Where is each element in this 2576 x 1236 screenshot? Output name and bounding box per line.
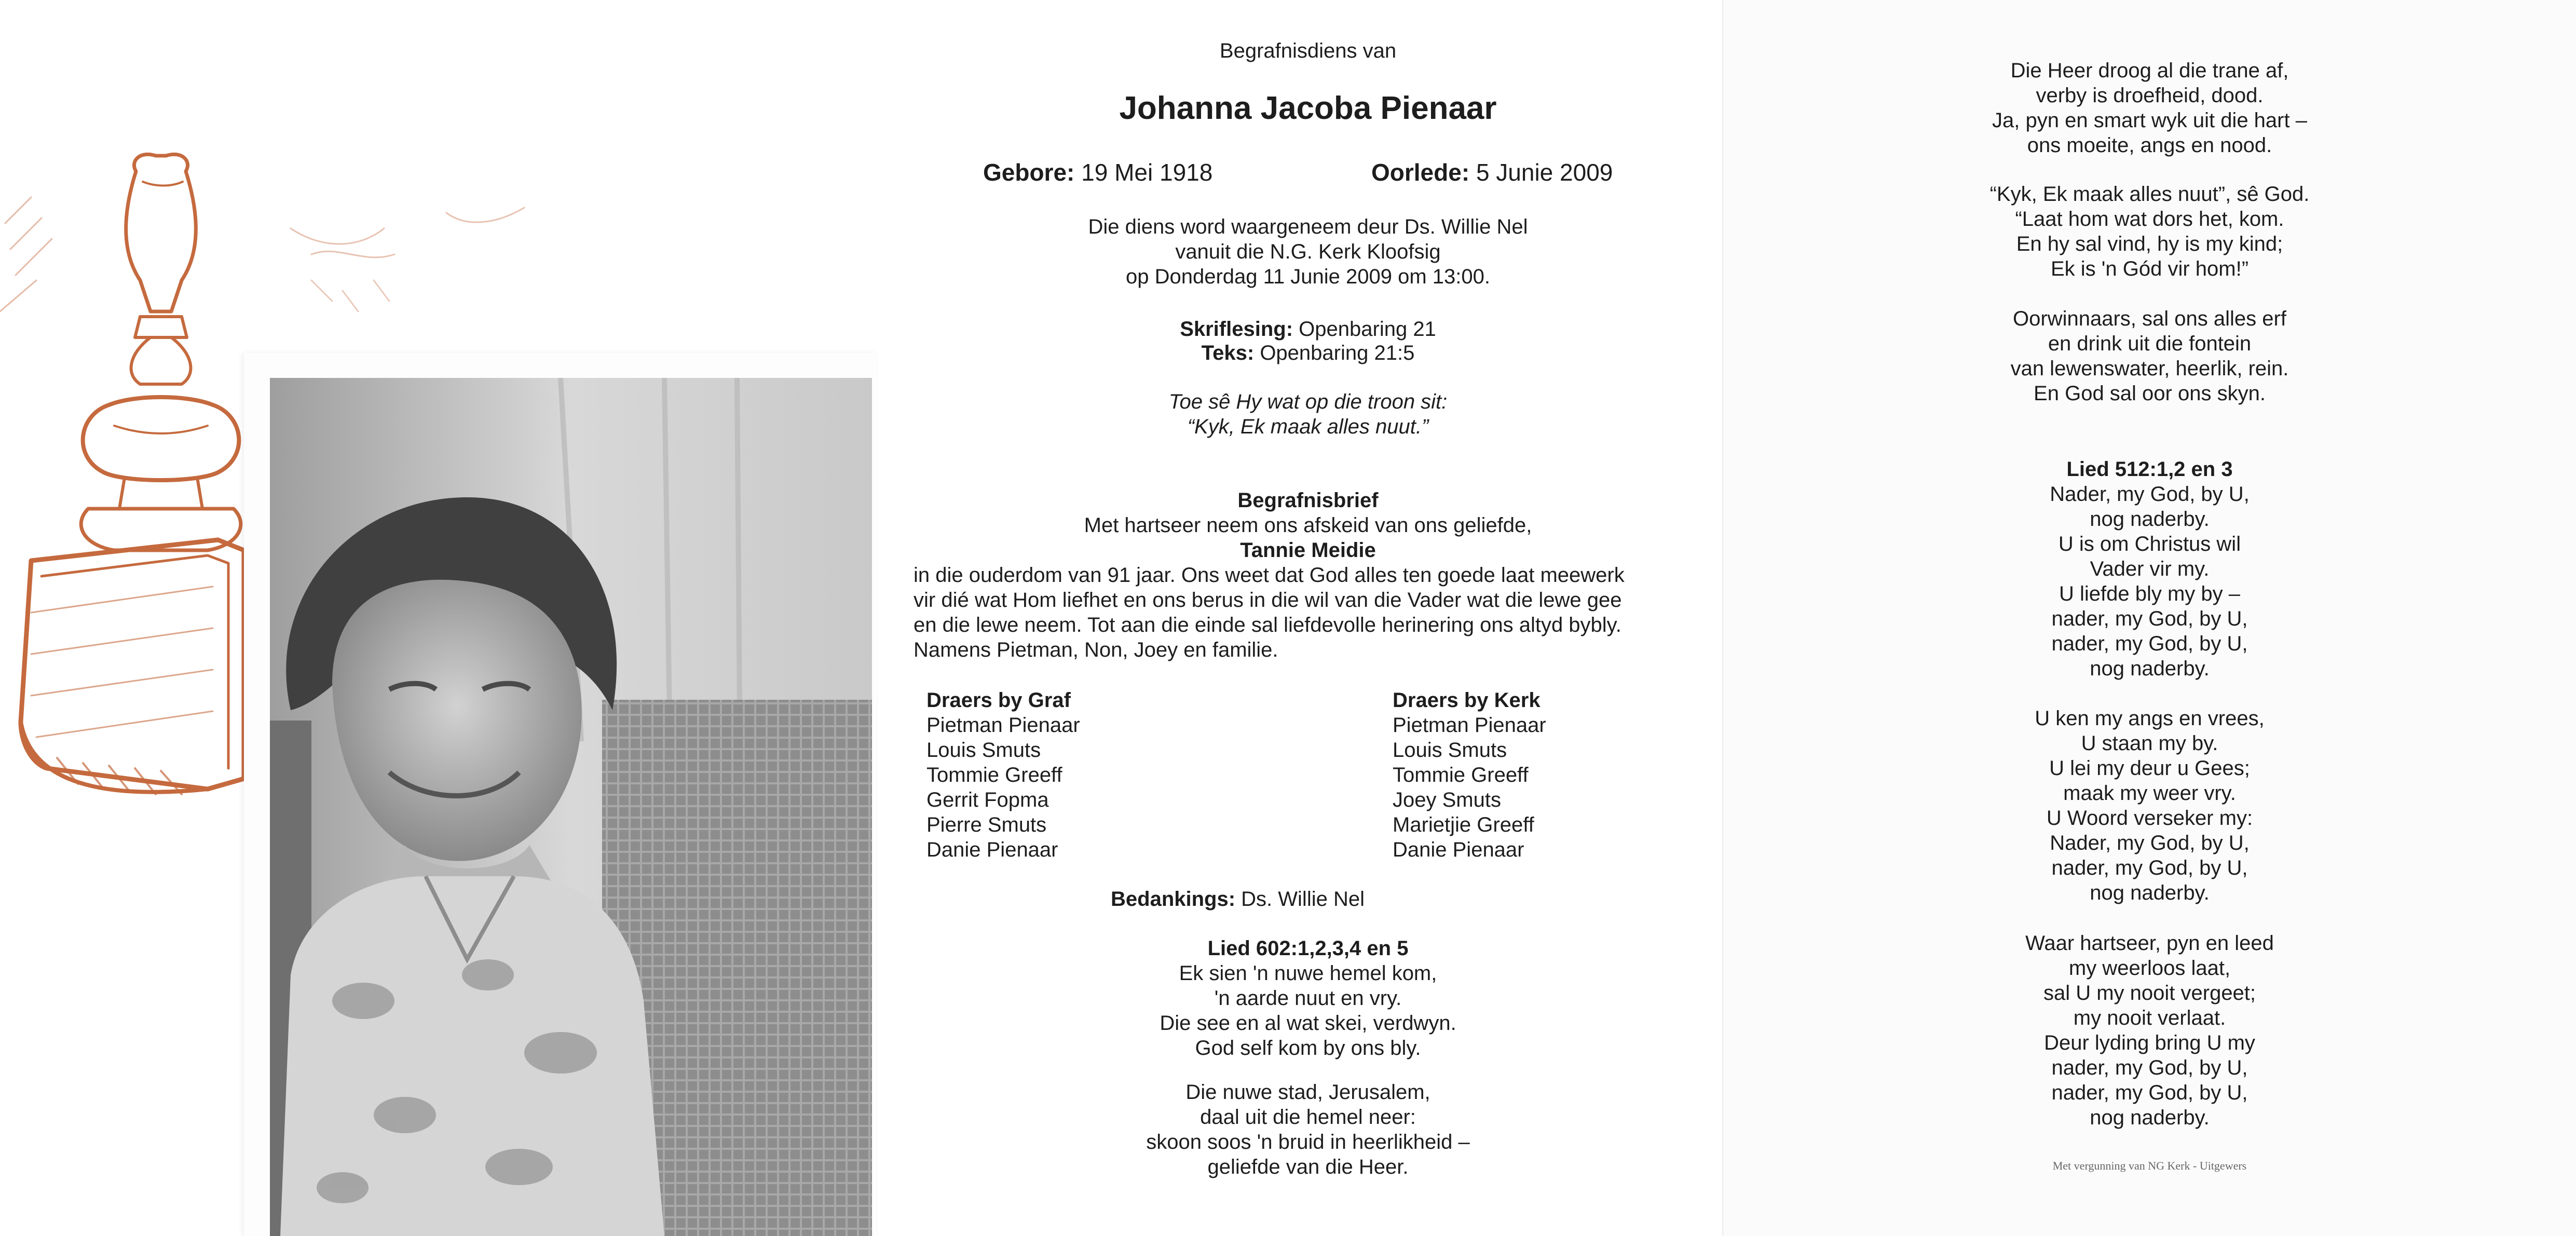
hymn-line: Deur lyding bring U my [2044,1031,2255,1054]
hymn-line: nader, my God, by U, [2051,857,2248,879]
text-value: Openbaring 21:5 [1260,342,1415,364]
thanks-line [1111,887,1365,912]
hymn-line: verby is droefheid, dood. [2036,84,2264,107]
portrait-photo [270,378,872,1236]
service-line: op Donderdag 11 Junie 2009 om 13:00. [1125,265,1490,288]
quote-line: “Kyk, Ek maak alles nuut.” [1187,415,1429,438]
hymn-line: God self kom by ons bly. [1195,1037,1421,1060]
hymn-line: nog naderby. [2090,1106,2210,1129]
hymn-line: geliefde van die Heer. [1207,1156,1409,1178]
letter-line: vir dié wat Hom liefhet en ons berus in die wil van die Vader wat die lewe gee [914,589,1622,612]
died-label: Oorlede: [1371,159,1470,186]
program-heading: Begrafnisdiens van [1219,39,1397,62]
bearers-church-title: Draers by Kerk [1393,689,1541,712]
hymn-line: Nader, my God, by U, [2050,483,2250,506]
text-line [914,341,1702,365]
died-line [1371,158,1613,187]
hymn-line: nader, my God, by U, [2051,607,2248,630]
bearer-name: Marietjie Greeff [1393,813,1534,836]
born-date: 19 Mei 1918 [1081,159,1213,186]
quote-line: Toe sê Hy wat op die troon sit: [1168,390,1448,413]
hymn-line: nader, my God, by U, [2051,1081,2248,1104]
hymn-line: daal uit die hemel neer: [1200,1106,1416,1129]
right-page [1723,0,2576,1236]
bearers-grave-title: Draers by Graf [926,689,1071,712]
hymn-line: my nooit verlaat. [2073,1007,2226,1029]
bearer-name: Pietman Pienaar [926,714,1080,737]
bearer-name: Louis Smuts [1393,739,1507,762]
letter-intro: Met hartseer neem ons afskeid van ons geliefde, [1084,514,1532,537]
thanks-value: Ds. Willie Nel [1241,888,1365,911]
hymn-line: En God sal oor ons skyn. [2034,382,2266,405]
hymn-line: skoon soos 'n bruid in heerlikheid – [1146,1131,1470,1153]
hymn-line: sal U my nooit vergeet; [2043,982,2256,1004]
hymn-line: nader, my God, by U, [2051,632,2248,655]
hymn-line: Die see en al wat skei, verdwyn. [1160,1012,1456,1035]
bearer-name: Tommie Greeff [1393,764,1529,786]
service-line: vanuit die N.G. Kerk Kloofsig [1175,240,1441,263]
bearer-name: Danie Pienaar [1393,838,1524,861]
letter-line: en die lewe neem. Tot aan die einde sal liefdevolle herinering ons altyd bybly. [914,614,1621,636]
hymn-line: Vader vir my. [2090,558,2210,580]
hymn-title: Lied 512:1,2 en 3 [2066,458,2233,481]
bearer-name: Danie Pienaar [926,838,1058,861]
bearer-name: Louis Smuts [926,739,1041,762]
died-date: 5 Junie 2009 [1476,159,1613,186]
bearer-name: Pietman Pienaar [1393,714,1546,737]
born-line [983,158,1212,187]
hymn-line: Ek is 'n Gód vir hom!” [2050,257,2249,280]
deceased-name: Johanna Jacoba Pienaar [1119,90,1497,126]
thanks-label: Bedankings: [1111,888,1236,911]
letter-title: Begrafnisbrief [1237,489,1379,512]
hymn-line: nog naderby. [2090,881,2210,904]
hymn-line: van lewenswater, heerlik, rein. [2010,357,2289,380]
hymn-line: nader, my God, by U, [2051,1056,2248,1079]
hymn-line: En hy sal vind, hy is my kind; [2016,233,2283,255]
letter-line: Namens Pietman, Non, Joey en familie. [914,639,1278,661]
service-line: Die diens word waargeneem deur Ds. Willie Nel [1088,215,1528,238]
hymn-line: U liefde bly my by – [2059,582,2241,605]
reading-line [914,317,1702,342]
bearer-name: Joey Smuts [1393,789,1501,811]
hymn-line: en drink uit die fontein [2048,332,2252,355]
hymn-line: U is om Christus wil [2058,533,2241,555]
reading-label: Skriflesing: [1180,318,1293,341]
hymn-line: my weerloos laat, [2068,957,2231,980]
hymn-line: U lei my deur u Gees; [2049,757,2250,780]
letter-name: Tannie Meidie [1240,539,1376,562]
hymn-line: Waar hartseer, pyn en leed [2025,932,2274,955]
hymn-title: Lied 602:1,2,3,4 en 5 [1207,937,1409,960]
hymn-line: Ek sien 'n nuwe hemel kom, [1179,962,1437,985]
bearer-name: Gerrit Fopma [926,789,1049,811]
hymn-line: maak my weer vry. [2063,782,2236,805]
hymn-line: Oorwinnaars, sal ons alles erf [2013,307,2286,330]
hymn-line: “Kyk, Ek maak alles nuut”, sê God. [1989,183,2310,206]
bearer-name: Tommie Greeff [926,764,1062,786]
hymn-line: Nader, my God, by U, [2050,832,2250,854]
hymn-line: Die nuwe stad, Jerusalem, [1185,1081,1430,1104]
reading-value: Openbaring 21 [1299,318,1436,341]
born-label: Gebore: [983,159,1075,186]
hymn-line: U ken my angs en vrees, [2035,707,2265,730]
hymn-line: ons moeite, angs en nood. [2027,134,2272,157]
hymn-line: nog naderby. [2090,508,2210,531]
text-label: Teks: [1201,342,1255,364]
hymn-line: 'n aarde nuut en vry. [1214,987,1402,1010]
hymn-line: Ja, pyn en smart wyk uit die hart – [1992,109,2307,132]
bearer-name: Pierre Smuts [926,813,1047,836]
hymn-line: “Laat hom wat dors het, kom. [2015,208,2284,230]
letter-line: in die ouderdom van 91 jaar. Ons weet dat God alles ten goede laat meewerk [914,564,1625,587]
hymn-line: U staan my by. [2081,732,2218,755]
hymn-line: U Woord verseker my: [2046,807,2253,830]
hymn-line: nog naderby. [2090,657,2210,680]
hymn-line: Die Heer droog al die trane af, [2010,59,2289,82]
publisher-credit: Met vergunning van NG Kerk - Uitgewers [2052,1159,2247,1172]
